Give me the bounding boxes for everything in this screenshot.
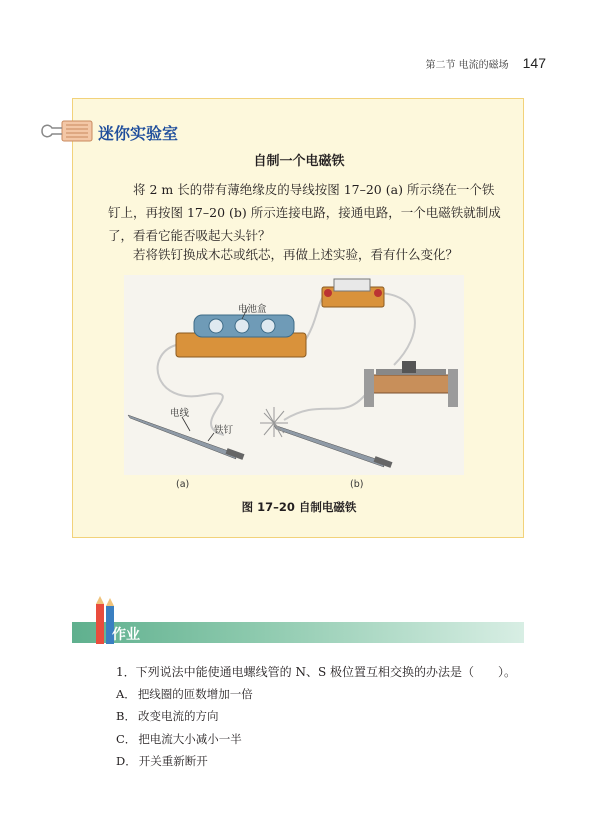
page-header [425,55,546,71]
label-battery-box: 电池盒 [238,304,267,315]
mini-lab-title: 迷你实验室 [98,124,179,143]
section-title: 第二节 电流的磁场 [425,60,509,71]
mini-lab-paragraph-2: 若将铁钉换成木芯或纸芯，再做上述实验，看有什么变化？ [133,247,459,262]
option-key: D． [116,754,137,768]
option-text: 把线圈的匝数增加一倍 [137,687,253,701]
paper-clip-icon [40,120,94,142]
label-nail: 铁钉 [214,425,234,436]
option-key: B． [116,709,136,723]
option-text: 把电流大小减小一半 [138,732,242,746]
option-text: 改变电流的方向 [137,709,219,723]
label-wire: 电线 [170,408,190,419]
option-d [116,753,208,769]
electromagnet-figure [124,275,464,490]
battery-box-icon [176,315,306,357]
electromagnet-illustration [124,275,464,475]
label-a: (a) [176,479,190,490]
option-c [116,731,242,747]
option-b [116,708,218,724]
figure-caption: 图 17–20 自制电磁铁 [241,500,357,514]
mini-lab-subtitle: 自制一个电磁铁 [253,154,345,169]
label-b: (b) [350,479,364,490]
question-1: 1．下列说法中能使通电螺线管的 N、S 极位置互相交换的办法是（ ）。 [116,665,516,679]
option-a [116,686,253,702]
page-number: 147 [522,55,546,71]
mini-lab-paragraph-1: 将 2 m 长的带有薄绝缘皮的导线按图 17–20 (a) 所示绕在一个铁钉上，再按图 17–20 (b) 所示连接电路，接通电路，一个电磁铁就制成了，看看它能否吸起大头针？ [108,182,501,243]
option-text: 开关重新断开 [138,754,208,768]
option-key: A． [116,687,136,701]
homework-title: 作业 [112,627,140,643]
option-key: C． [116,732,137,746]
